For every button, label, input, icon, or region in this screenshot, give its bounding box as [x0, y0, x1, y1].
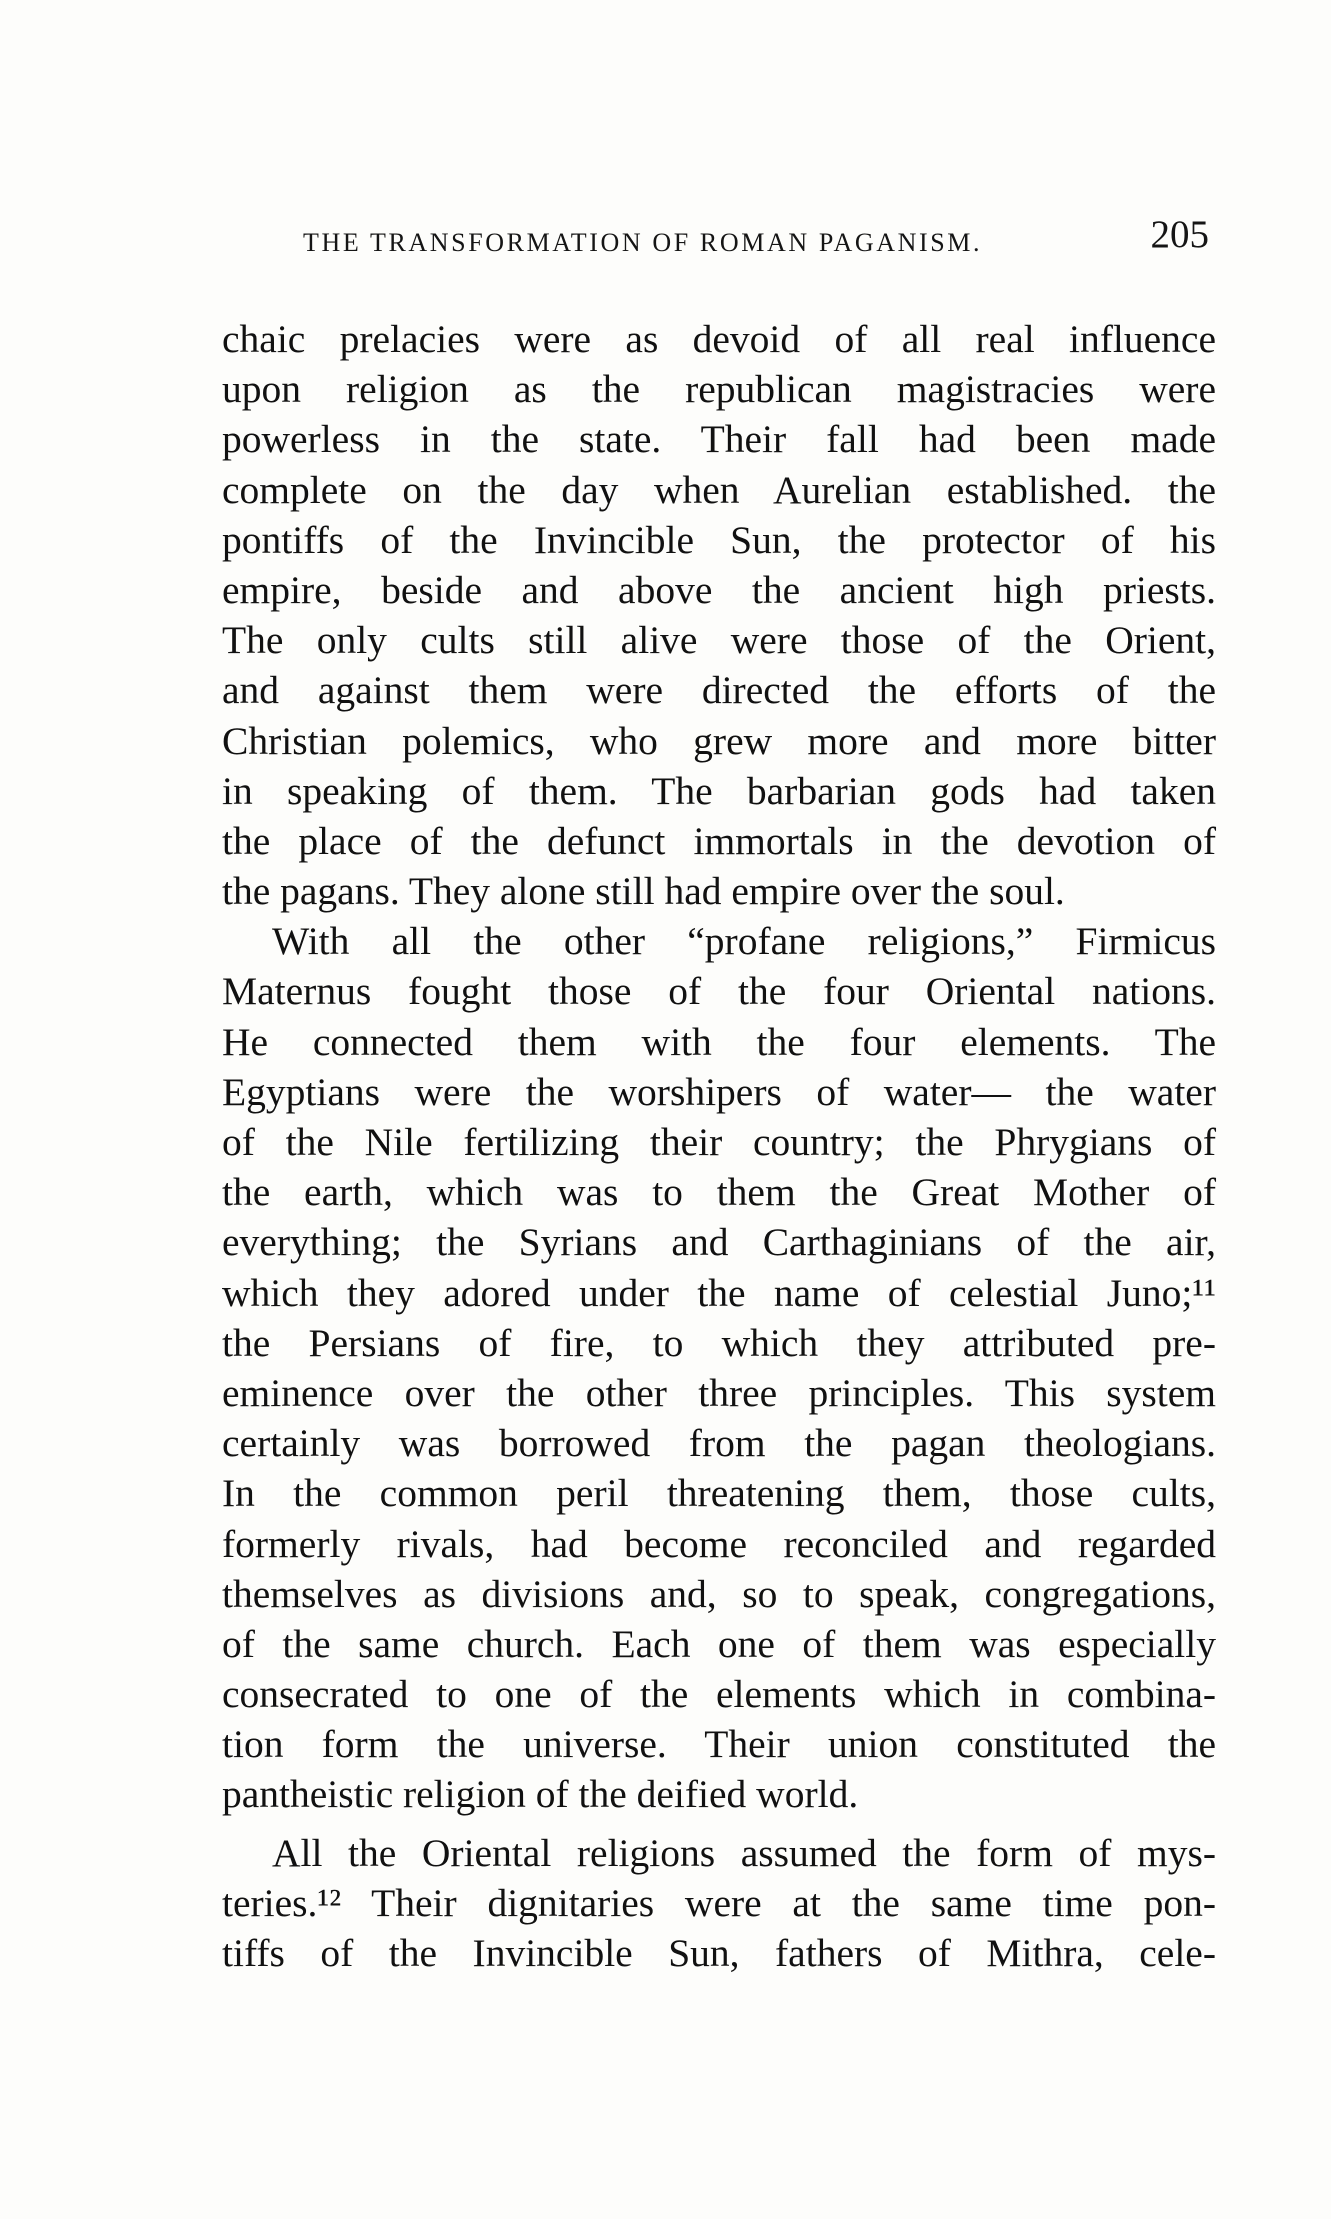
text-line: and against them were directed the efforts of the — [222, 668, 1216, 713]
text-line: the place of the defunct immortals in the devotion of — [222, 818, 1216, 863]
text-line: The only cults still alive were those of the Orient, — [222, 618, 1216, 663]
text-line: teries.¹² Their dignitaries were at the same time pon- — [222, 1880, 1216, 1925]
text-line: themselves as divisions and, so to speak, congregations, — [222, 1571, 1216, 1616]
text-line: eminence over the other three principles. This system — [222, 1370, 1216, 1415]
text-line: the Persians of fire, to which they attributed pre- — [222, 1320, 1216, 1365]
text-line: empire, beside and above the ancient high priests. — [222, 567, 1216, 612]
text-line: With all the other “profane religions,” Firmicus — [272, 919, 1216, 964]
text-line: the earth, which was to them the Great Mother of — [222, 1170, 1216, 1215]
body-text — [222, 314, 1216, 1978]
text-line: All the Oriental religions assumed the form of mys- — [272, 1830, 1216, 1875]
text-line: which they adored under the name of celestial Juno;¹¹ — [222, 1270, 1216, 1315]
text-line: upon religion as the republican magistracies were — [222, 367, 1216, 412]
text-line: powerless in the state. Their fall had been made — [222, 417, 1216, 462]
text-line: the pagans. They alone still had empire over the soul. — [222, 869, 1065, 914]
text-line: formerly rivals, had become reconciled and regarded — [222, 1521, 1216, 1566]
paragraph — [222, 1828, 1216, 1979]
text-line: Egyptians were the worshipers of water— the water — [222, 1069, 1216, 1114]
text-line: complete on the day when Aurelian established. the — [222, 467, 1216, 512]
text-line: in speaking of them. The barbarian gods had taken — [222, 768, 1216, 813]
text-line: chaic prelacies were as devoid of all real influence — [222, 317, 1216, 361]
paragraph — [222, 314, 1216, 916]
text-line: pantheistic religion of the deified world. — [222, 1772, 859, 1817]
page-number: 205 — [1150, 213, 1209, 256]
text-line: Christian polemics, who grew more and more bitter — [222, 718, 1216, 763]
paragraph — [222, 916, 1216, 1819]
running-head — [303, 212, 1209, 268]
text-line: In the common peril threatening them, those cults, — [222, 1471, 1216, 1516]
text-line: pontiffs of the Invincible Sun, the protector of his — [222, 517, 1216, 562]
text-line: tion form the universe. Their union constituted the — [222, 1722, 1216, 1767]
paragraph-gap — [222, 1820, 1216, 1828]
text-line: tiffs of the Invincible Sun, fathers of Mithra, cele- — [222, 1931, 1216, 1975]
text-line: certainly was borrowed from the pagan theologians. — [222, 1421, 1216, 1466]
text-line: everything; the Syrians and Carthaginians of the air, — [222, 1220, 1216, 1265]
text-line: He connected them with the four elements. The — [222, 1019, 1216, 1064]
text-line: consecrated to one of the elements which in combina- — [222, 1672, 1216, 1717]
text-line: Maternus fought those of the four Oriental nations. — [222, 969, 1216, 1014]
running-title: THE TRANSFORMATION OF ROMAN PAGANISM. — [303, 228, 983, 257]
text-line: of the same church. Each one of them was especially — [222, 1621, 1216, 1666]
text-line: of the Nile fertilizing their country; the Phrygians of — [222, 1120, 1216, 1164]
